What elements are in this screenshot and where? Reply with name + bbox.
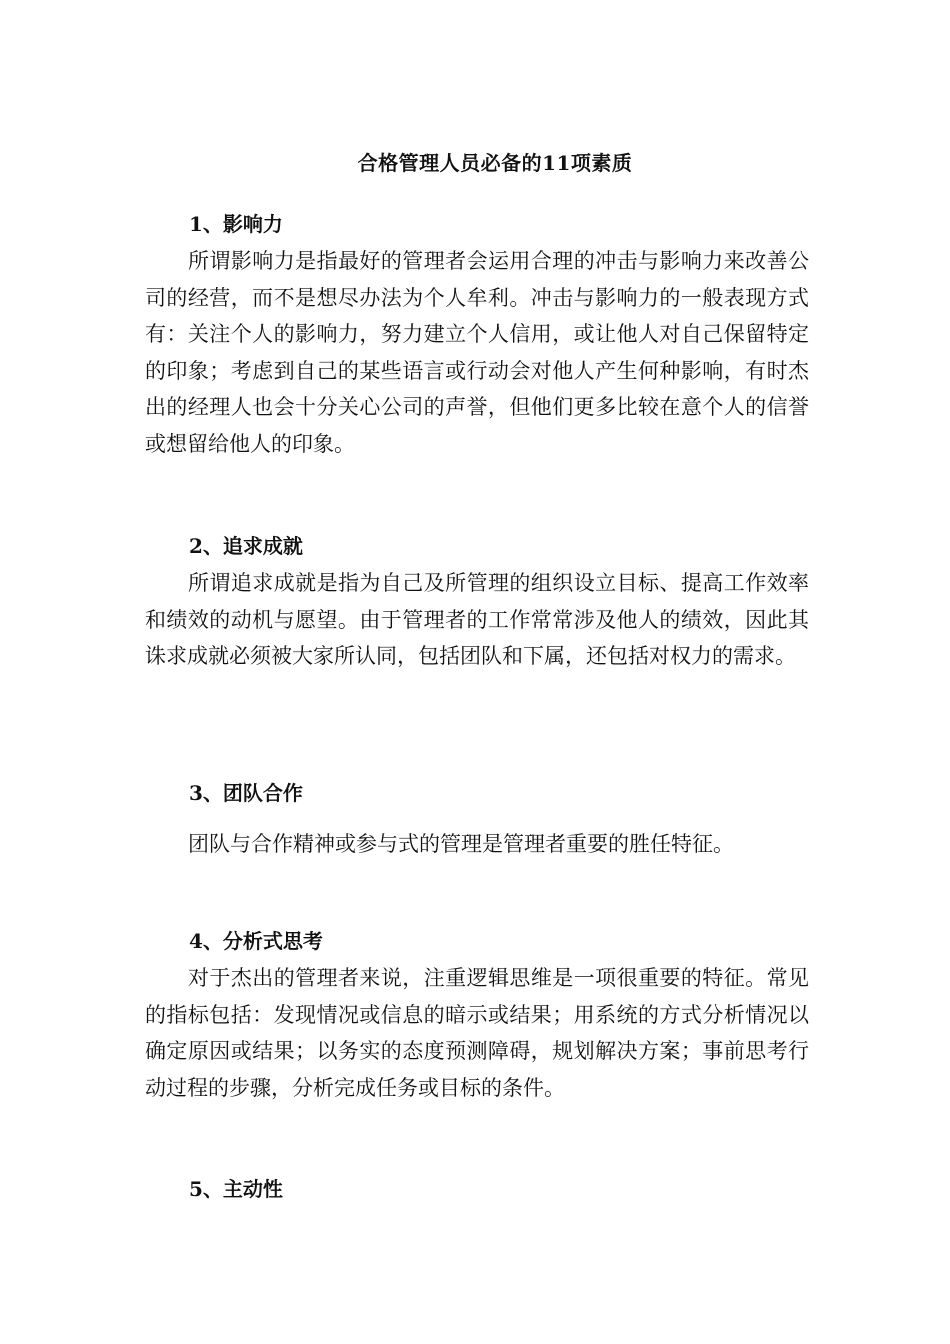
section-heading-initiative: 5、主动性 — [189, 1177, 283, 1201]
section-heading-influence: 1、影响力 — [189, 212, 283, 236]
section-body-influence: 所谓影响力是指最好的管理者会运用合理的冲击与影响力来改善公司的经营，而不是想尽办法为个人牟利。冲击与影响力的一般表现方式有：关注个人的影响力，努力建立个人信用，或让他人对自己保留特定的印象；考虑到自己的某些语言或行动会对他人产生何种影响，有时杰出的经理人也会十分关心公司的声誉，但他们更多比较在意个人的信誉或想留给他人的印象。 — [145, 249, 809, 456]
section-body-analytical-thinking: 对于杰出的管理者来说，注重逻辑思维是一项很重要的特征。常见的指标包括：发现情况或信息的暗示或结果；用系统的方式分析情况以确定原因或结果；以务实的态度预测障碍，规划解决方案；事前思考行动过程的步骤，分析完成任务或目标的条件。 — [145, 966, 809, 1100]
section-heading-teamwork: 3、团队合作 — [189, 781, 303, 805]
section-heading-analytical-thinking: 4、分析式思考 — [189, 929, 323, 953]
section-heading-achievement: 2、追求成就 — [189, 534, 303, 558]
section-body-achievement: 所谓追求成就是指为自己及所管理的组织设立目标、提高工作效率和绩效的动机与愿望。由于管理者的工作常常涉及他人的绩效，因此其诛求成就必须被大家所认同，包括团队和下属，还包括对权力的需求。 — [145, 571, 809, 668]
document-title: 合格管理人员必备的11项素质 — [357, 151, 633, 175]
section-body-teamwork: 团队与合作精神或参与式的管理是管理者重要的胜任特征。 — [188, 832, 734, 856]
